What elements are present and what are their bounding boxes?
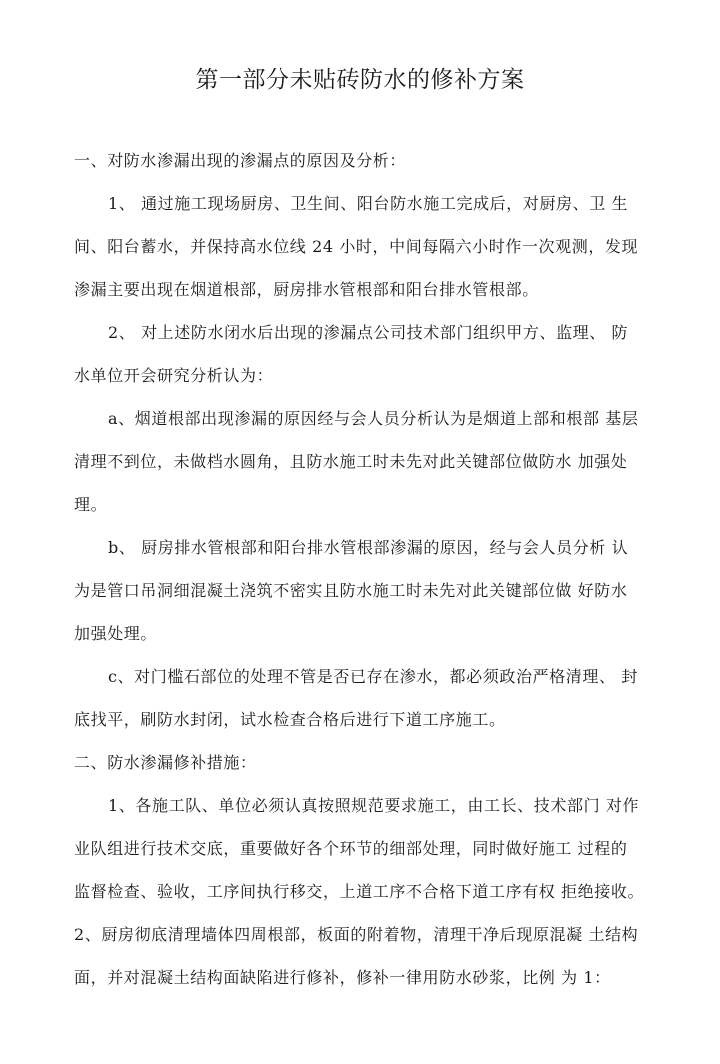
paragraph-line: 理。 bbox=[74, 495, 108, 514]
paragraph-line: 加强处理。 bbox=[74, 624, 158, 643]
paragraph-line: 底找平，刷防水封闭，试水检查合格后进行下道工序施工。 bbox=[74, 710, 506, 729]
paragraph-line: 业队组进行技术交底，重要做好各个环节的细部处理，同时做好施工 过程的 bbox=[74, 839, 628, 858]
paragraph-line: 2、厨房彻底清理墙体四周根部，板面的附着物，清理干净后现原混凝 土结构 bbox=[74, 925, 639, 944]
paragraph-line: b、 厨房排水管根部和阳台排水管根部渗漏的原因，经与会人员分析 认 bbox=[108, 538, 629, 557]
paragraph-line: 2、 对上述防水闭水后出现的渗漏点公司技术部门组织甲方、监理、 防 bbox=[108, 323, 629, 342]
paragraph-line: 为是管口吊洞细混凝土浇筑不密实且防水施工时未先对此关键部位做 好防水 bbox=[74, 581, 628, 600]
document-title: 第一部分未贴砖防水的修补方案 bbox=[195, 67, 525, 93]
section-heading-1: 一、对防水渗漏出现的渗漏点的原因及分析： bbox=[74, 151, 407, 170]
paragraph-line: c、对门槛石部位的处理不管是否已存在渗水，都必须政治严格清理、 封 bbox=[108, 667, 638, 686]
paragraph-line: 水单位开会研究分析认为： bbox=[74, 366, 274, 385]
paragraph-line: 1、各施工队、单位必须认真按照规范要求施工，由工长、技术部门 对作 bbox=[108, 796, 640, 815]
section-heading-2: 二、防水渗漏修补措施： bbox=[74, 753, 257, 772]
paragraph-line: a、烟道根部出现渗漏的原因经与会人员分析认为是烟道上部和根部 基层 bbox=[108, 409, 639, 428]
paragraph-line: 渗漏主要出现在烟道根部，厨房排水管根部和阳台排水管根部。 bbox=[74, 280, 539, 299]
paragraph-line: 监督检查、验收，工序间执行移交，上道工序不合格下道工序有权 拒绝接收。 bbox=[74, 882, 645, 901]
paragraph-line: 1、 通过施工现场厨房、卫生间、阳台防水施工完成后，对厨房、卫 生 bbox=[108, 194, 629, 213]
paragraph-line: 面，并对混凝土结构面缺陷进行修补，修补一律用防水砂浆，比例 为 1： bbox=[74, 968, 611, 987]
paragraph-line: 间、阳台蓄水，并保持高水位线 24 小时，中间每隔六小时作一次观测，发现 bbox=[74, 237, 639, 256]
paragraph-line: 清理不到位，未做档水圆角，且防水施工时未先对此关键部位做防水 加强处 bbox=[74, 452, 628, 471]
